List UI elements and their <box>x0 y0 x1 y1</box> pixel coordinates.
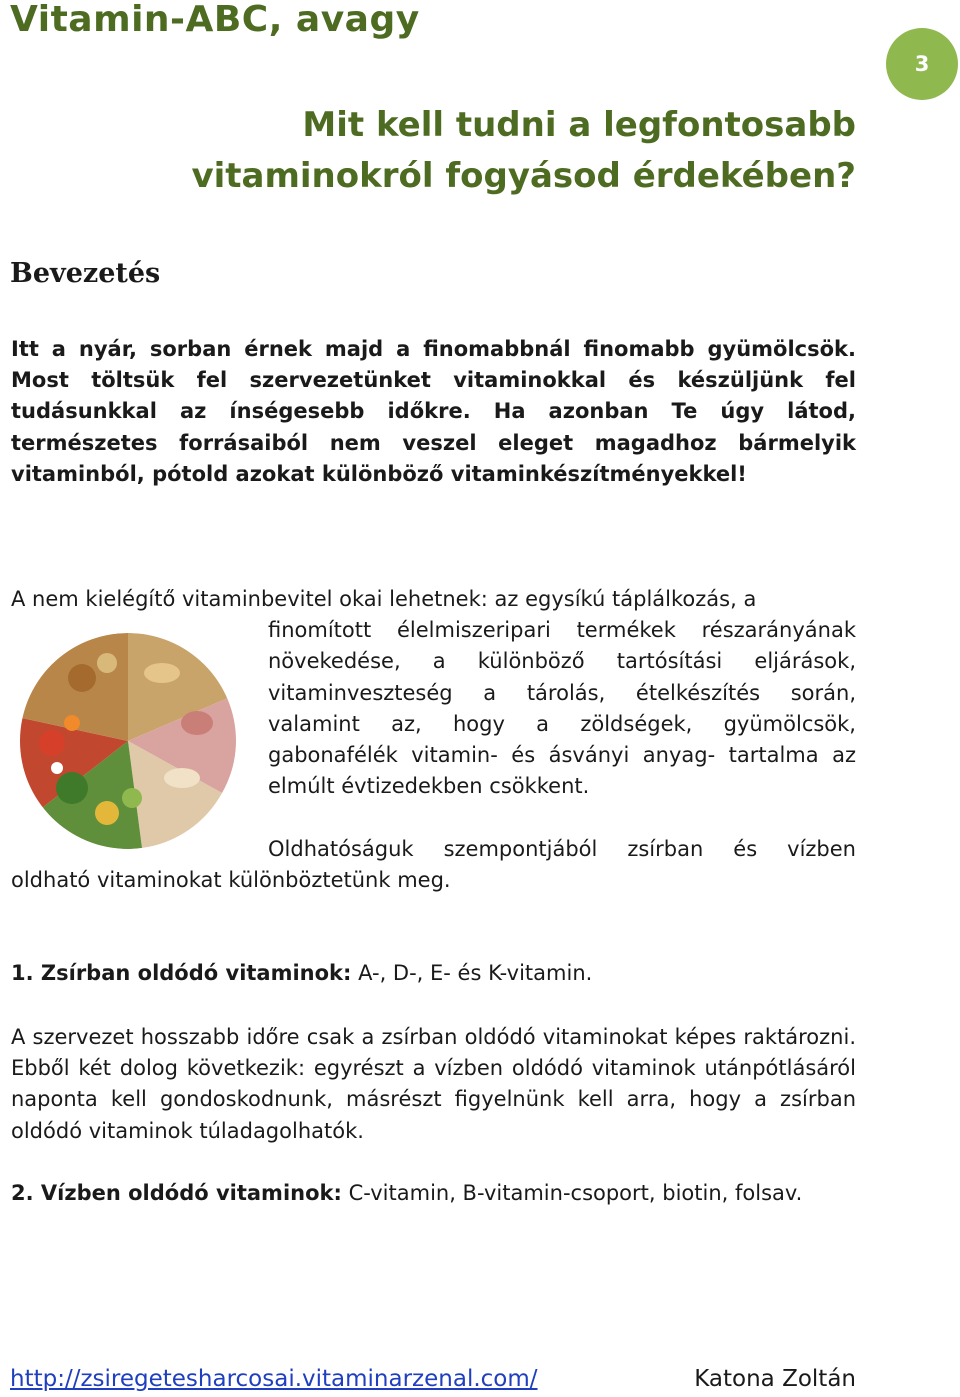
causes-rest: finomított élelmiszeripari termékek részarányának növekedése, a különböző tartósítási eljárások, vitaminveszteség a tárolás, ételkészítés során, valamint az, hogy a zöldségek, gyümölcsök, gabonafélék vitamin- és ásványi anyag- tartalma az elmúlt évtizedekben csökkent. <box>268 618 856 799</box>
footer-author: Katona Zoltán <box>694 1366 856 1392</box>
document-title: Vitamin-ABC, avagy <box>10 0 420 40</box>
fat-soluble-list: A-, D-, E- és K-vitamin. <box>351 961 593 985</box>
water-soluble-heading: 2. Vízben oldódó vitaminok: <box>11 1181 342 1205</box>
footer-website-link[interactable]: http://zsiregetesharcosai.vitaminarzenal.com/ <box>10 1366 538 1392</box>
subtitle-line-1: Mit kell tudni a legfontosabb <box>302 105 856 145</box>
water-soluble-heading-line <box>11 1178 856 1209</box>
solubility-line-2: oldható vitaminokat különböztetünk meg. <box>11 868 451 893</box>
intro-paragraph: Itt a nyár, sorban érnek majd a finomabbnál finomabb gyümölcsök. Most töltsük fel szervezetünket vitaminokkal és készüljünk fel tudásunkkal az ínségesebb időkre. Ha azonban Te úgy látod, természetes forrásaiból nem veszel eleget magadhoz bármelyik vitaminból, pótold azokat különböző vitaminkészítményekkel! <box>11 337 856 486</box>
solubility-paragraph <box>11 834 856 896</box>
solubility-line-1: Oldhatóságuk szempontjából zsírban és vízben <box>268 837 856 861</box>
fat-soluble-paragraph: A szervezet hosszabb időre csak a zsírban oldódó vitaminokat képes raktározni. Ebből két dolog következik: egyrészt a vízben oldódó vitaminok utánpótlásáról naponta kell gondoskodnunk, másrészt figyelnünk kell arra, hogy a zsírban oldódó vitaminok túladagolhatók. <box>11 1025 856 1143</box>
food-pie-image <box>12 628 244 854</box>
page-number-badge: 3 <box>886 28 958 100</box>
fat-soluble-heading-line <box>11 958 856 989</box>
water-soluble-list: C-vitamin, B-vitamin-csoport, biotin, folsav. <box>341 1181 803 1205</box>
section-heading-intro: Bevezetés <box>10 258 161 289</box>
subtitle-line-2: vitaminokról fogyásod érdekében? <box>191 156 856 196</box>
causes-lead-line: A nem kielégítő vitaminbevitel okai lehetnek: az egysíkú táplálkozás, a <box>11 587 757 611</box>
subtitle <box>191 100 856 202</box>
fat-soluble-heading: 1. Zsírban oldódó vitaminok: <box>11 961 352 985</box>
